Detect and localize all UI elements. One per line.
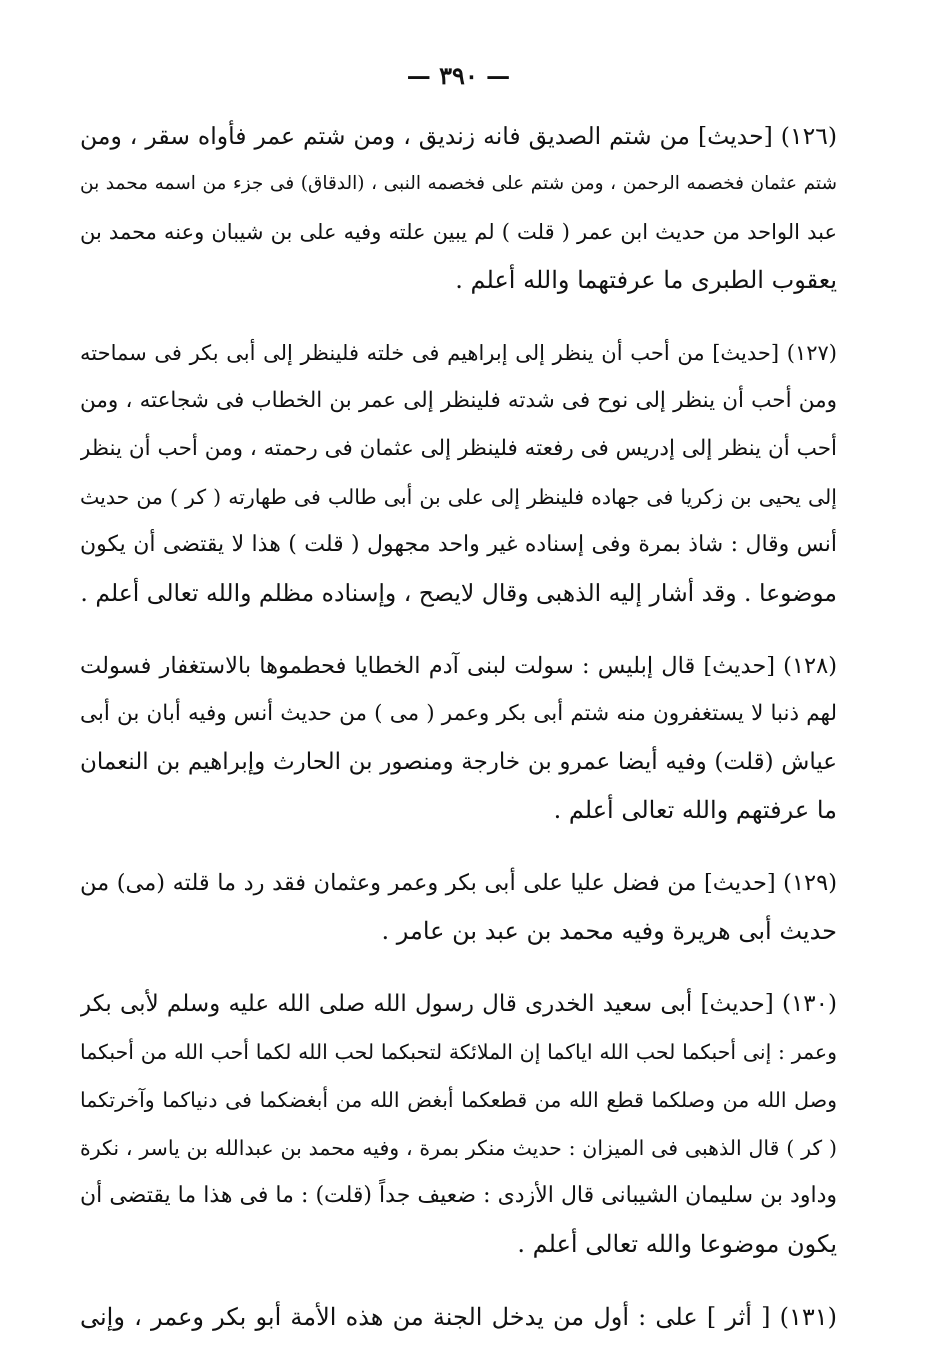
text-line: وصل الله من وصلكما قطع الله من قطعكما أبغض الله من أبغضكما فى دنياكما وآخرتكما <box>80 1088 837 1112</box>
text-line: ومن أحب أن ينظر إلى نوح فى شدته فلينظر إلى عمر بن الخطاب فى شجاعته ، ومن <box>80 388 837 413</box>
text-line: ( كر ) قال الذهبى فى الميزان : حديث منكر بمرة ، وفيه محمد بن عبدالله بن ياسر ، نكرة <box>80 1136 837 1160</box>
text-line: (١٢٨) [حديث] قال إبليس : سولت لبنى آدم الخطايا فحطموها بالاستغفار فسولت <box>80 653 837 679</box>
page-number: — ٣٩٠ — <box>406 61 511 90</box>
text-line: يكون موضوعا والله تعالى أعلم . <box>517 1230 837 1258</box>
text-line: شتم عثمان فخصمه الرحمن ، ومن شتم على فخصمه النبى ، (الدقاق) فى جزء من اسمه محمد بن <box>80 173 837 194</box>
athar-entry-131 <box>80 1293 837 1341</box>
text-line: (١٢٩) [حديث] من فضل عليا على أبى بكر وعمر وعثمان فقد رد ما قلته (مى) من <box>80 870 837 896</box>
hadith-entry-128 <box>80 642 837 834</box>
text-line: (١٢٧) [حديث] من أحب أن ينظر إلى إبراهيم فى خلته فلينظر إلى أبى بكر فى سماحته <box>80 341 837 365</box>
hadith-entry-130 <box>80 980 837 1268</box>
text-line: وداود بن سليمان الشيبانى قال الأزدى : ضعيف جداً (قلت) : ما فى هذا ما يقتضى أن <box>80 1183 837 1208</box>
hadith-entry-129 <box>80 859 837 955</box>
text-line: موضوعا . وقد أشار إليه الذهبى وقال لايصح ، وإسناده مظلم والله تعالى أعلم . <box>80 579 837 607</box>
text-line: (١٢٦) [حديث] من شتم الصديق فانه زنديق ، ومن شتم عمر فأواه سقر ، ومن <box>80 122 837 150</box>
text-line: حديث أبى هريرة وفيه محمد بن عبد بن عامر . <box>381 917 837 945</box>
text-line: يعقوب الطبرى ما عرفتهما والله أعلم . <box>455 266 837 294</box>
hadith-entry-126 <box>80 112 837 304</box>
text-line: عبد الواحد من حديث ابن عمر ( قلت ) لم يبين علته وفيه على بن شيبان وعنه محمد بن <box>80 220 837 244</box>
text-line: أنس وقال : شاذ بمرة وفى إسناده غير واحد مجهول ( قلت ) هذا لا يقتضى أن يكون <box>80 532 837 557</box>
text-line: لهم ذنبا لا يستغفرون منه شتم أبى بكر وعمر ( مى ) من حديث أنس وفيه أبان بن أبى <box>80 701 837 726</box>
text-line: عياش (قلت) وفيه أيضا عمرو بن خارجة ومنصور بن الحارث وإبراهيم بن النعمان <box>80 749 837 775</box>
text-line: وعمر : إنى أحبكما لحب الله اياكما إن الملائكة لتحبكما لحب الله لكما أحب الله من أحبكما <box>80 1040 837 1064</box>
text-line: ما عرفتهم والله تعالى أعلم . <box>553 796 837 824</box>
text-line: إلى يحيى بن زكريا فى جهاده فلينظر إلى على بن أبى طالب فى طهارته ( كر ) من حديث <box>80 485 837 509</box>
text-line: (١٣٠) [حديث] أبى سعيد الخدرى قال رسول الله صلى الله عليه وسلم لأبى بكر <box>80 991 837 1017</box>
text-line: (١٣١) [ أثر ] على : أول من يدخل الجنة من هذه الأمة أبو بكر وعمر ، وإنى <box>80 1303 837 1331</box>
hadith-entry-127 <box>80 329 837 617</box>
text-line: أحب أن ينظر إلى إدريس فى رفعته فلينظر إلى عثمان فى رحمته ، ومن أحب أن ينظر <box>80 436 837 461</box>
